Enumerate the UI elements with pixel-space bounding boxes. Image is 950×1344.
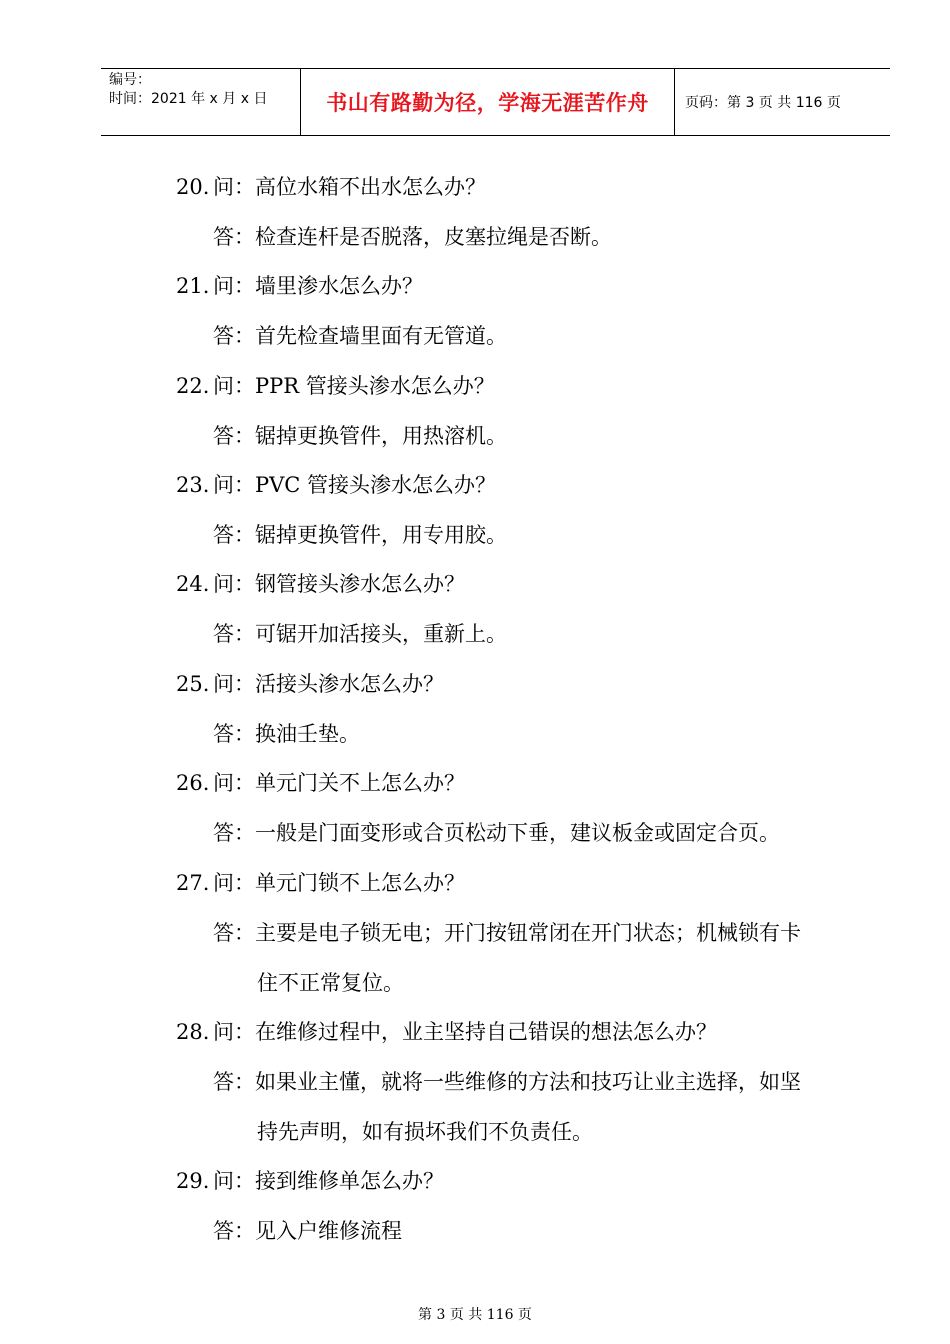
answer-27-continued: 住不正常复位。 — [257, 971, 404, 995]
question-29: 29. 问：接到维修单怎么办？ — [176, 1169, 444, 1193]
answer-28-continued: 持先声明，如有损坏我们不负责任。 — [257, 1120, 593, 1144]
answer-24: 答：可锯开加活接头，重新上。 — [213, 622, 507, 646]
page-footer: 第 3 页 共 116 页 — [418, 1307, 532, 1323]
answer-22: 答：锯掉更换管件，用热溶机。 — [213, 424, 507, 448]
question-23: 23. 问：PVC 管接头渗水怎么办？ — [176, 473, 497, 497]
question-22: 22. 问：PPR 管接头渗水怎么办？ — [176, 374, 495, 398]
question-20: 20. 问：高位水箱不出水怎么办？ — [176, 175, 486, 199]
page-header — [101, 68, 890, 136]
answer-23: 答：锯掉更换管件，用专用胶。 — [213, 523, 507, 547]
time-label: 时间：2021 年 x 月 x 日 — [109, 91, 268, 107]
answer-27: 答：主要是电子锁无电；开门按钮常闭在开门状态；机械锁有卡 — [213, 921, 801, 945]
question-25: 25. 问：活接头渗水怎么办？ — [176, 672, 444, 696]
answer-21: 答：首先检查墙里面有无管道。 — [213, 324, 507, 348]
question-28: 28. 问：在维修过程中，业主坚持自己错误的想法怎么办？ — [176, 1020, 717, 1044]
answer-26: 答：一般是门面变形或合页松动下垂，建议板金或固定合页。 — [213, 821, 780, 845]
header-meta — [101, 69, 301, 135]
number-label: 编号： — [109, 72, 151, 88]
question-21: 21. 问：墙里渗水怎么办？ — [176, 274, 423, 298]
answer-20: 答：检查连杆是否脱落，皮塞拉绳是否断。 — [213, 225, 612, 249]
answer-29: 答：见入户维修流程 — [213, 1219, 402, 1243]
header-page-info: 页码：第 3 页 共 116 页 — [685, 95, 841, 111]
question-27: 27. 问：单元门锁不上怎么办？ — [176, 871, 465, 895]
header-slogan: 书山有路勤为径，学海无涯苦作舟 — [301, 69, 675, 135]
question-24: 24. 问：钢管接头渗水怎么办？ — [176, 572, 465, 596]
answer-28: 答：如果业主懂，就将一些维修的方法和技巧让业主选择，如坚 — [213, 1070, 801, 1094]
answer-25: 答：换油壬垫。 — [213, 722, 360, 746]
question-26: 26. 问：单元门关不上怎么办？ — [176, 771, 465, 795]
